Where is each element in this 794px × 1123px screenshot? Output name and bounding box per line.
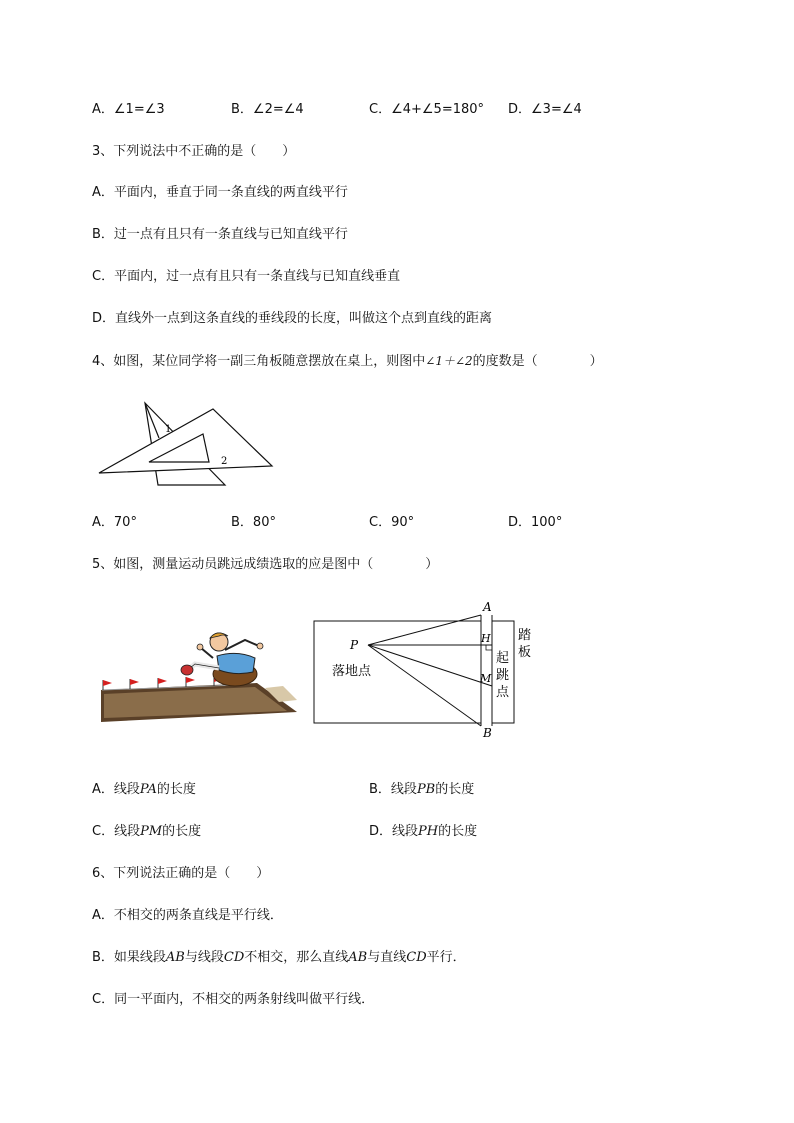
q6-stem: 6、下列说法正确的是（ ） bbox=[92, 866, 270, 881]
q3-option-c[interactable]: C．平面内，过一点有且只有一条直线与已知直线垂直 bbox=[92, 269, 401, 284]
q2-option-c[interactable] bbox=[369, 101, 484, 119]
angle-1-label: 1 bbox=[165, 424, 172, 435]
option-letter: B． bbox=[369, 782, 391, 797]
option-text: ∠4+∠5=180° bbox=[391, 102, 485, 117]
point-m-label: M bbox=[480, 672, 492, 685]
rear-triangle-visible-edge bbox=[145, 403, 159, 438]
flag-icon bbox=[130, 679, 139, 689]
option-letter: C． bbox=[369, 515, 392, 530]
board-label-2: 板 bbox=[518, 645, 532, 660]
option-text: B．如果线段 bbox=[92, 950, 166, 965]
option-text: 平行． bbox=[426, 950, 466, 965]
right-angle-mark bbox=[486, 645, 492, 650]
option-letter: D． bbox=[508, 515, 532, 530]
takeoff-label-2: 跳 bbox=[496, 668, 510, 683]
q4-option-d[interactable] bbox=[508, 514, 562, 532]
point-b-label: B bbox=[483, 726, 492, 740]
q5-option-b[interactable] bbox=[369, 781, 474, 799]
option-text: 与线段 bbox=[184, 950, 224, 965]
q6-option-b[interactable] bbox=[92, 949, 466, 967]
option-letter: D． bbox=[369, 824, 393, 839]
front-triangle bbox=[99, 409, 272, 473]
option-letter: A． bbox=[92, 102, 114, 117]
option-letter: D． bbox=[508, 102, 532, 117]
option-letter: C． bbox=[92, 824, 115, 839]
option-text: ∠2=∠4 bbox=[252, 102, 304, 117]
q5-option-d[interactable] bbox=[369, 823, 477, 841]
q4-stem-suffix: 的度数是（ ） bbox=[472, 354, 603, 369]
flag-icon bbox=[103, 680, 112, 690]
flag-icon bbox=[158, 678, 167, 688]
segment-pm bbox=[368, 645, 492, 686]
q4-option-c[interactable] bbox=[369, 514, 414, 532]
q3-option-a[interactable]: A．平面内，垂直于同一条直线的两直线平行 bbox=[92, 185, 348, 200]
q4-option-b[interactable] bbox=[231, 514, 276, 532]
q3-stem: 3、下列说法中不正确的是（ ） bbox=[92, 144, 296, 159]
flag-icon bbox=[186, 677, 195, 687]
segment-pb bbox=[368, 645, 481, 726]
option-text: 100° bbox=[531, 515, 563, 530]
option-var: PB bbox=[416, 782, 436, 797]
q2-option-d[interactable] bbox=[508, 101, 582, 119]
option-var: AB bbox=[348, 950, 368, 965]
option-text: 70° bbox=[113, 515, 137, 530]
option-post: 的长度 bbox=[435, 782, 475, 797]
option-pre: 线段 bbox=[114, 824, 141, 839]
option-text: ∠1=∠3 bbox=[113, 102, 165, 117]
point-a-label: A bbox=[483, 600, 492, 614]
option-letter: A． bbox=[92, 782, 114, 797]
q4-option-a[interactable] bbox=[92, 514, 137, 532]
angle-2-label: 2 bbox=[221, 456, 228, 467]
q4-stem bbox=[92, 352, 603, 371]
q5-option-c[interactable] bbox=[92, 823, 201, 841]
option-letter: B． bbox=[231, 102, 253, 117]
q6-option-c[interactable]: C．同一平面内，不相交的两条射线叫做平行线． bbox=[92, 992, 375, 1007]
takeoff-label-1: 起 bbox=[496, 651, 510, 666]
jumper-icon bbox=[181, 633, 263, 686]
option-pre: 线段 bbox=[390, 782, 417, 797]
option-letter: B． bbox=[231, 515, 253, 530]
option-var: AB bbox=[165, 950, 185, 965]
option-post: 的长度 bbox=[162, 824, 202, 839]
option-var: PH bbox=[418, 824, 439, 839]
option-text: 不相交，那么直线 bbox=[244, 950, 349, 965]
q2-option-b[interactable] bbox=[231, 101, 304, 119]
q5-option-a[interactable] bbox=[92, 781, 196, 799]
option-var: PA bbox=[139, 782, 157, 797]
point-h-label: H bbox=[481, 632, 491, 645]
option-text: 与直线 bbox=[367, 950, 407, 965]
option-text: 80° bbox=[252, 515, 276, 530]
option-post: 的长度 bbox=[438, 824, 478, 839]
option-post: 的长度 bbox=[156, 782, 196, 797]
option-var: CD bbox=[223, 950, 245, 965]
takeoff-label-3: 点 bbox=[496, 685, 510, 700]
q3-option-d[interactable]: D．直线外一点到这条直线的垂线段的长度，叫做这个点到直线的距离 bbox=[92, 311, 493, 326]
q3-option-b[interactable]: B．过一点有且只有一条直线与已知直线平行 bbox=[92, 227, 348, 242]
q6-option-a[interactable]: A．不相交的两条直线是平行线． bbox=[92, 908, 283, 923]
long-jump-diagram bbox=[305, 598, 545, 740]
q2-option-a[interactable] bbox=[92, 101, 165, 119]
option-pre: 线段 bbox=[113, 782, 140, 797]
triangle-rulers-figure bbox=[95, 398, 275, 490]
option-text: 90° bbox=[391, 515, 415, 530]
option-text: ∠3=∠4 bbox=[531, 102, 582, 117]
board-label-1: 踏 bbox=[518, 628, 532, 643]
q5-stem: 5、如图，测量运动员跳远成绩选取的应是图中（ ） bbox=[92, 557, 439, 572]
option-var: CD bbox=[406, 950, 427, 965]
option-letter: C． bbox=[369, 102, 392, 117]
q4-stem-expr: ∠1＋∠2 bbox=[425, 354, 473, 368]
option-letter: A． bbox=[92, 515, 114, 530]
option-var: PM bbox=[140, 824, 163, 839]
landing-point-label: 落地点 bbox=[332, 664, 372, 679]
option-pre: 线段 bbox=[392, 824, 419, 839]
long-jump-illustration bbox=[97, 628, 297, 724]
q4-stem-prefix: 4、如图，某位同学将一副三角板随意摆放在桌上，则图中 bbox=[92, 354, 426, 369]
segment-pa bbox=[368, 615, 481, 645]
point-p-label: P bbox=[350, 638, 359, 652]
